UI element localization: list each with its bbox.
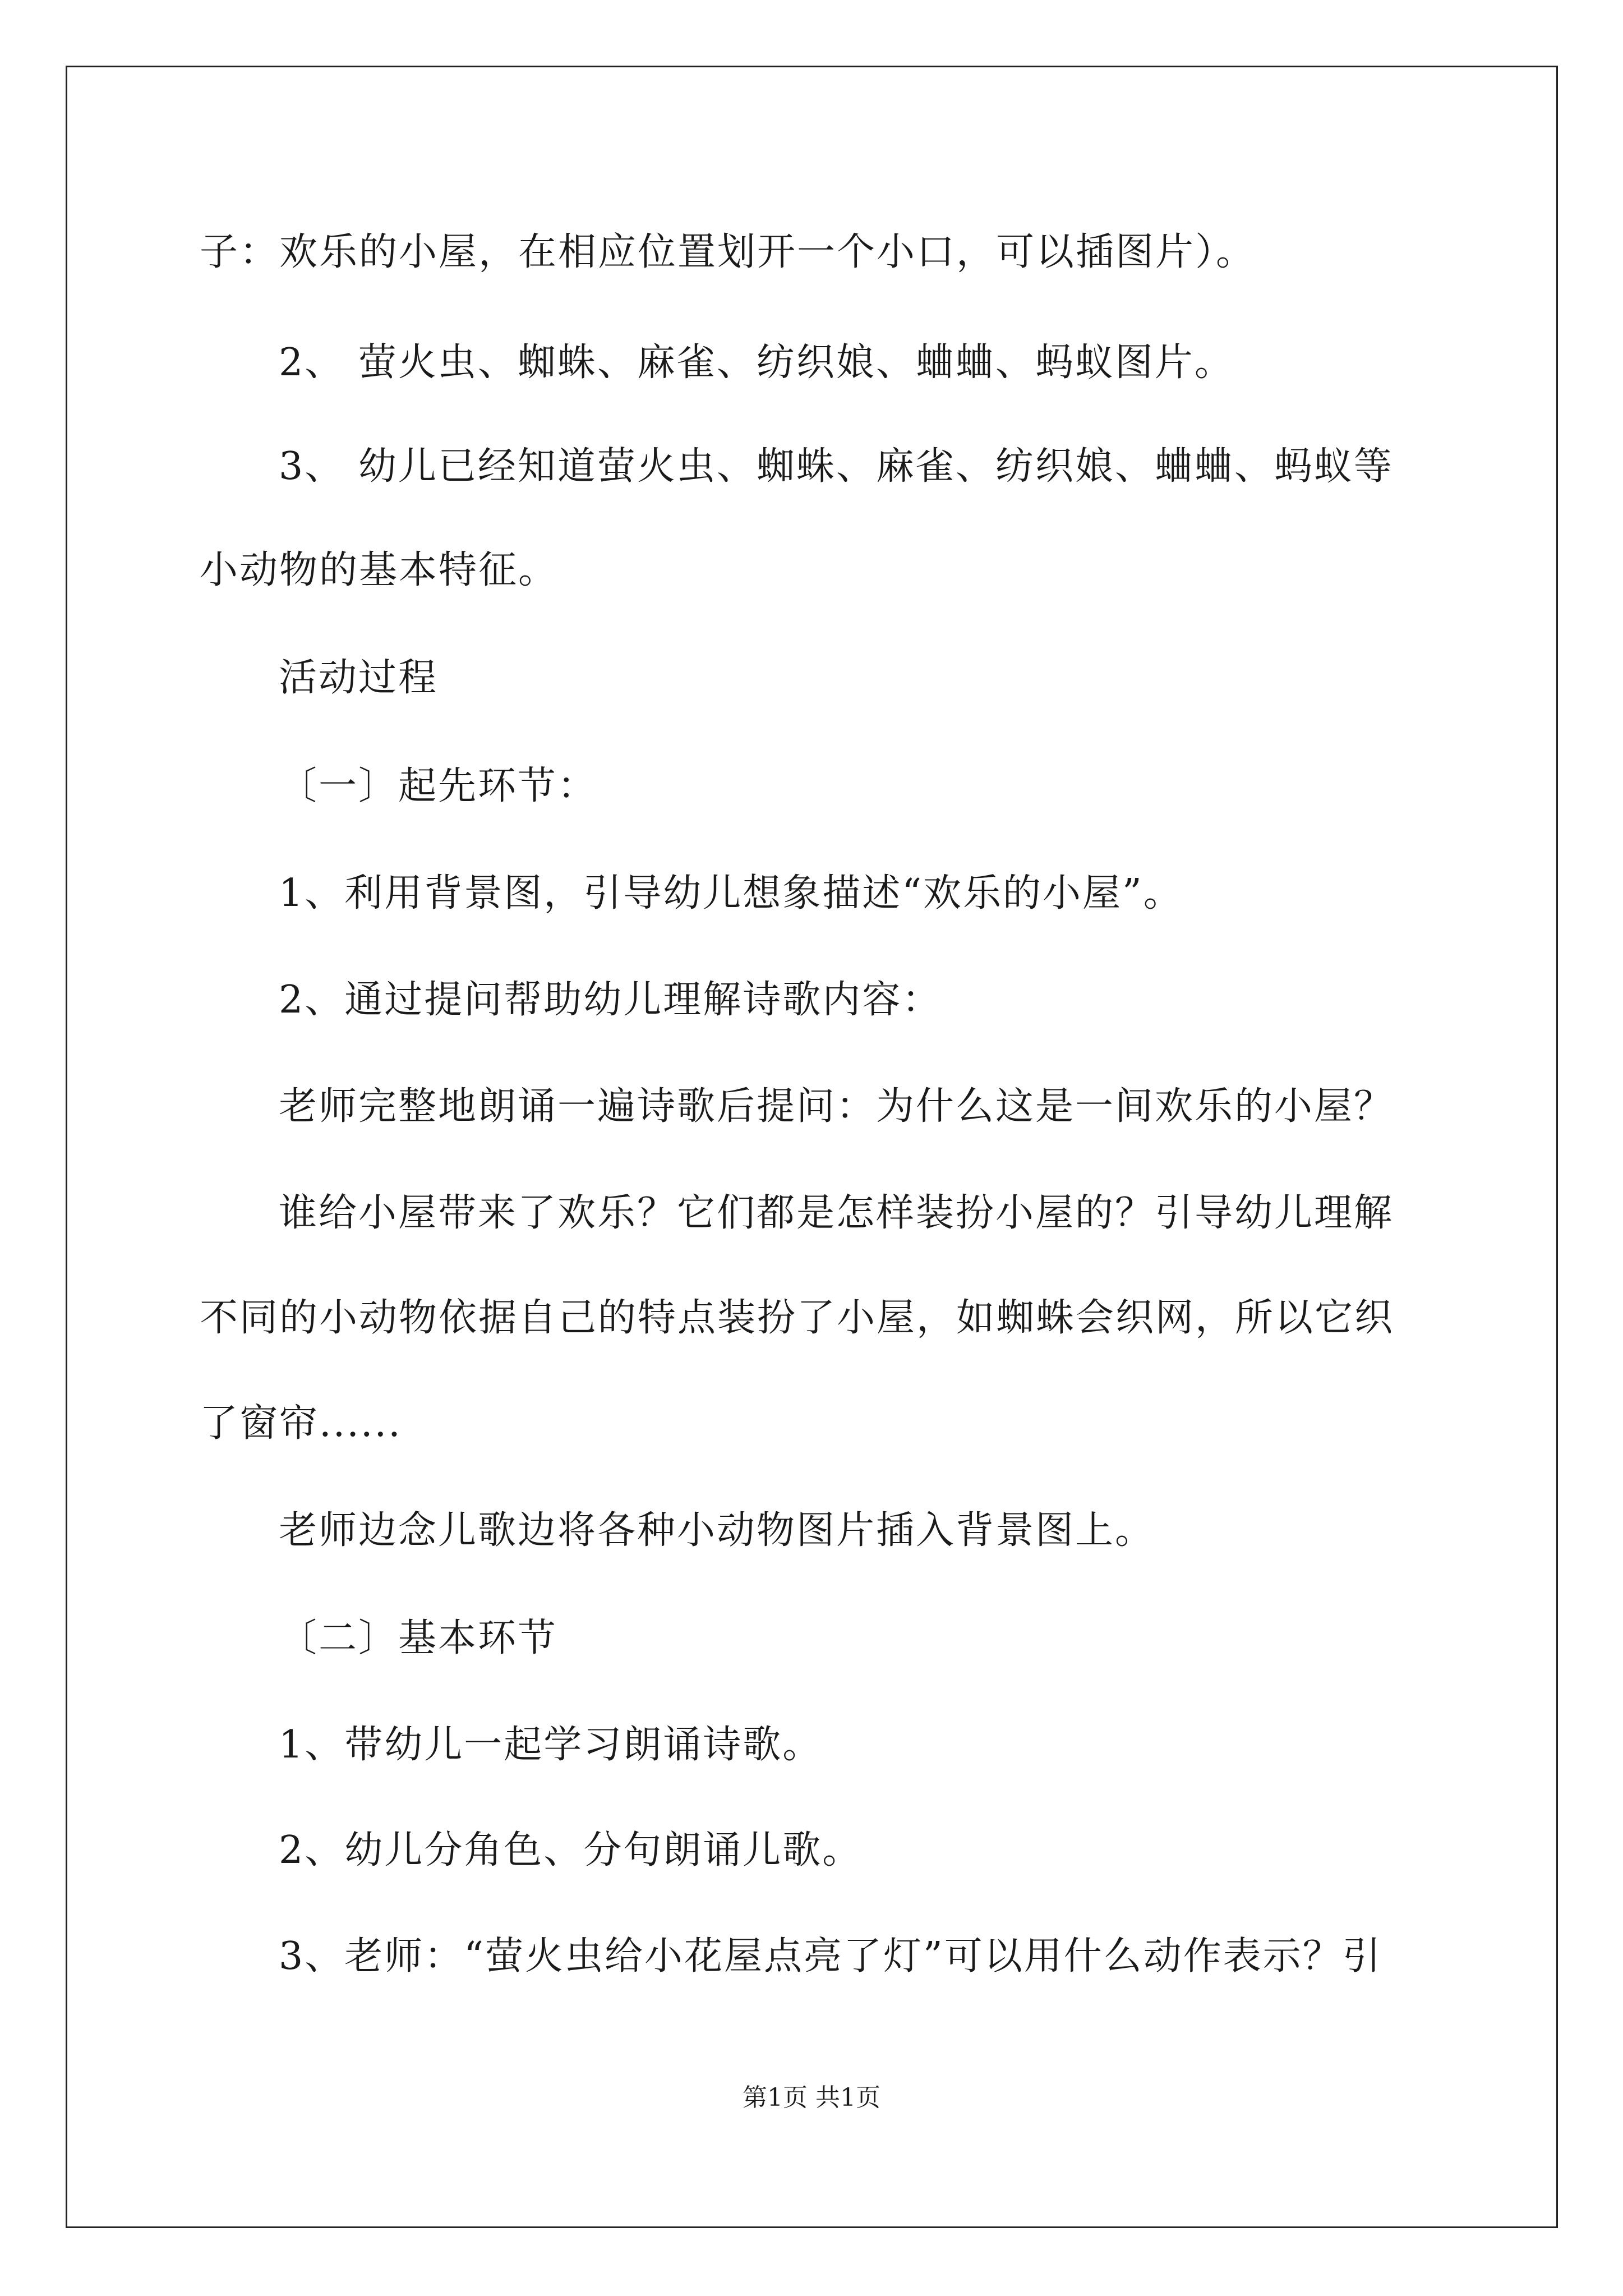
paragraph-line: 2、通过提问帮助幼儿理解诗歌内容： <box>279 978 942 1022</box>
paragraph-line: 1、带幼儿一起学习朗诵诗歌。 <box>279 1723 823 1767</box>
paragraph-line: 2、幼儿分角色、分句朗诵儿歌。 <box>279 1828 863 1872</box>
subsection-heading: 〔一〕起先环节： <box>279 764 598 808</box>
section-heading: 活动过程 <box>279 656 439 700</box>
paragraph-line: 3、 幼儿已经知道萤火虫、蜘蛛、麻雀、纺织娘、蛐蛐、蚂蚁等 <box>279 444 1394 489</box>
paragraph-line: 1、利用背景图，引导幼儿想象描述“欢乐的小屋”。 <box>279 871 1183 915</box>
paragraph-line: 老师完整地朗诵一遍诗歌后提问：为什么这是一间欢乐的小屋？ <box>279 1084 1394 1129</box>
subsection-heading: 〔二〕基本环节 <box>279 1616 558 1660</box>
paragraph-line: 老师边念儿歌边将各种小动物图片插入背景图上。 <box>279 1508 1155 1553</box>
paragraph-line: 谁给小屋带来了欢乐？它们都是怎样装扮小屋的？引导幼儿理解 <box>279 1191 1394 1235</box>
paragraph-line: 3、老师：“萤火虫给小花屋点亮了灯”可以用什么动作表示？引 <box>279 1934 1382 1978</box>
paragraph-line: 不同的小动物依据自己的特点装扮了小屋，如蜘蛛会织网，所以它织 <box>200 1296 1395 1340</box>
page-footer: 第1页 共1页 <box>743 2083 880 2112</box>
paragraph-line: 了窗帘...... <box>200 1401 402 1446</box>
paragraph-line: 2、 萤火虫、蜘蛛、麻雀、纺织娘、蛐蛐、蚂蚁图片。 <box>279 341 1234 385</box>
paragraph-line: 小动物的基本特征。 <box>200 548 559 592</box>
page-border <box>66 66 1558 2228</box>
paragraph-line: 子：欢乐的小屋，在相应位置划开一个小口，可以插图片）。 <box>200 230 1256 274</box>
